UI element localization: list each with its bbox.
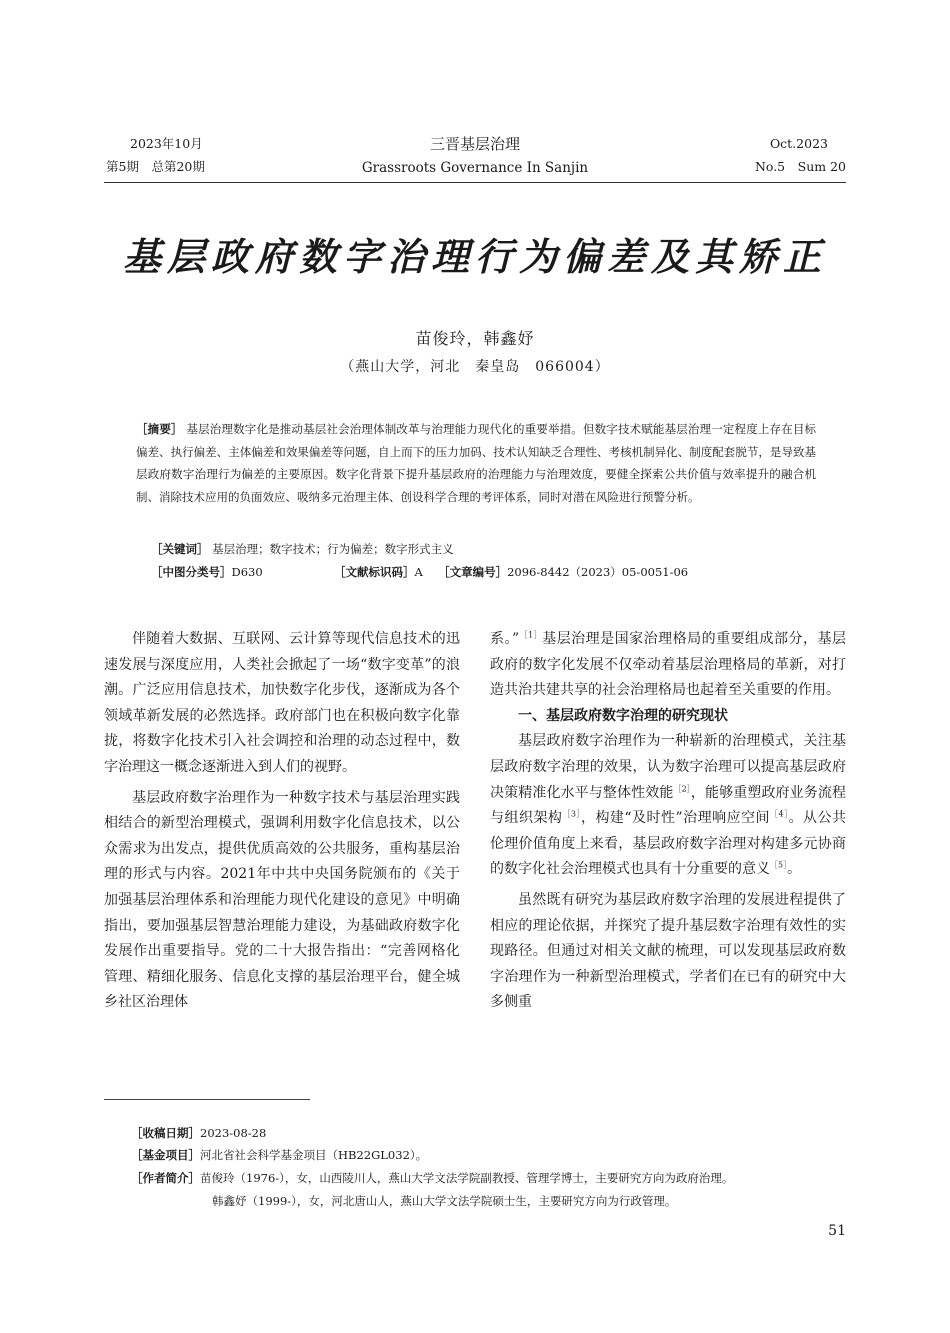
body-paragraph bbox=[490, 729, 846, 883]
classification bbox=[151, 561, 688, 583]
abstract-text: 基层治理数字化是推动基层社会治理体制改革与治理能力现代化的重要举措。但数字技术赋能基层治理一定程度上存在目标偏差、执行偏差、主体偏差和效果偏差等问题，自上而下的压力加码、技术认知缺乏合理性、考核机制异化、制度配套脱节，是导致基层政府数字治理行为偏差的主要原因。数字化背景下提升基层政府的治理能力与治理效度，要健全探索公共价值与效率提升的融合机制、消除技术应用的负面效应、吸纳多元治理主体、创设科学合理的考评体系，同时对潜在风险进行预警分析。 bbox=[136, 422, 817, 504]
doc-code-value: A bbox=[414, 565, 423, 579]
keywords-label: ［关键词］ bbox=[151, 542, 209, 556]
clc-label: ［中图分类号］ bbox=[151, 565, 232, 579]
header-date-en: Oct.2023 bbox=[769, 136, 828, 151]
body-paragraph bbox=[490, 627, 846, 704]
text-run: 基层政府数字治理作为一种崭新的治理模式，关注基层政府数字治理的效果，认为数字治理可以提高基层政府决策精准化水平与整体性效能 bbox=[490, 733, 846, 801]
text-run: 系。” bbox=[490, 631, 520, 647]
text-run: ，构建“及时性”治理响应空间 bbox=[580, 810, 771, 827]
doc-code-label: ［文献标识码］ bbox=[333, 565, 415, 579]
body-paragraph: 基层政府数字治理作为一种数字技术与基层治理实践相结合的新型治理模式，强调利用数字化信息技术，以公众需求为出发点，提供优质高效的公共服务，重构基层治理的形式与内容。2021年中共中央国务院颁布的《关于加强基层治理体系和治理能力现代化建设的意见》中明确指出，要加强基层智慧治理能力建设，为基础政府数字化发展作出重要指导。党的二十大报告指出：“完善网格化管理、精细化服务、信息化支撑的基层治理平台，健全城乡社区治理体 bbox=[104, 789, 460, 1011]
keywords-text: 基层治理；数字技术；行为偏差；数字形式主义 bbox=[212, 542, 454, 556]
header-date: 2023年10月 bbox=[130, 136, 203, 151]
article-number-label: ［文章编号］ bbox=[438, 565, 508, 579]
footnote-rule bbox=[104, 1099, 310, 1100]
citation: ［3］ bbox=[562, 809, 581, 819]
page-number: 51 bbox=[828, 1223, 846, 1239]
footnote-author bbox=[131, 1167, 733, 1189]
header-rule bbox=[104, 182, 846, 183]
text-run: ，能够重塑政府业务流程与组织架构 bbox=[490, 784, 847, 827]
citation: ［2］ bbox=[673, 783, 691, 793]
text-run: 。 bbox=[787, 861, 802, 878]
citation: ［5］ bbox=[770, 860, 788, 870]
authors: 苗俊玲，韩鑫妤 bbox=[415, 329, 535, 348]
journal-title-en: Grassroots Governance In Sanjin bbox=[361, 160, 589, 176]
footnote-received bbox=[131, 1122, 266, 1144]
affiliation: （燕山大学，河北 秦皇岛 066004） bbox=[340, 359, 610, 375]
citation: ［1］ bbox=[519, 630, 543, 640]
section-heading: 一、基层政府数字治理的研究现状 bbox=[518, 707, 728, 724]
received-label: ［收稿日期］ bbox=[131, 1126, 200, 1140]
header-issue: 第5期 总第20期 bbox=[106, 159, 205, 174]
keywords bbox=[151, 538, 454, 560]
journal-title-cn: 三晋基层治理 bbox=[429, 135, 520, 153]
article-title: 基层政府数字治理行为偏差及其矫正 bbox=[122, 234, 827, 279]
body-left-column bbox=[104, 627, 460, 1016]
author-info-1: 苗俊玲（1976-），女，山西陵川人，燕山大学文法学院副教授、管理学博士，主要研究方向为政府治理。 bbox=[200, 1171, 734, 1185]
article-number-value: 2096-8442（2023）05-0051-06 bbox=[507, 565, 689, 579]
body-right-column bbox=[490, 627, 846, 1016]
abstract bbox=[136, 418, 816, 508]
author-info-label: ［作者简介］ bbox=[131, 1171, 200, 1185]
clc-value: D630 bbox=[231, 565, 263, 579]
text-run: 。从公共伦理价值角度上来看，基层政府数字治理对构建多元协商的数字化社会治理模式也具有十分重要的意义 bbox=[490, 810, 847, 878]
body-paragraph: 伴随着大数据、互联网、云计算等现代信息技术的迅速发展与深度应用，人类社会掀起了一场“数字变革”的浪潮。广泛应用信息技术，加快数字化步伐，逐渐成为各个领域革新发展的必然选择。政府部门也在积极向数字化靠拢，将数字化技术引入社会调控和治理的动态过程中，数字治理这一概念逐渐进入到人们的视野。 bbox=[104, 631, 460, 775]
fund-label: ［基金项目］ bbox=[131, 1148, 200, 1162]
citation: ［4］ bbox=[770, 809, 789, 819]
fund-value: 河北省社会科学基金项目（HB22GL032）。 bbox=[200, 1148, 428, 1162]
text-run: 基层治理是国家治理格局的重要组成部分，基层政府的数字化发展不仅牵动着基层治理格局的革新，对打造共治共建共享的社会治理格局也起着至关重要的作用。 bbox=[490, 631, 846, 699]
header-issue-en: No.5 Sum 20 bbox=[754, 159, 846, 174]
abstract-label: ［摘要］ bbox=[136, 422, 183, 436]
body-paragraph: 虽然既有研究为基层政府数字治理的发展进程提供了相应的理论依据，并探究了提升基层数字治理有效性的实现路径。但通过对相关文献的梳理，可以发现基层政府数字治理作为一种新型治理模式，学者们在已有的研究中大多侧重 bbox=[490, 891, 846, 1011]
received-value: 2023-08-28 bbox=[200, 1126, 267, 1140]
footnote-fund bbox=[131, 1144, 427, 1166]
author-info-2: 韩鑫妤（1999-），女，河北唐山人，燕山大学文法学院硕士生，主要研究方向为行政管理。 bbox=[212, 1194, 677, 1208]
